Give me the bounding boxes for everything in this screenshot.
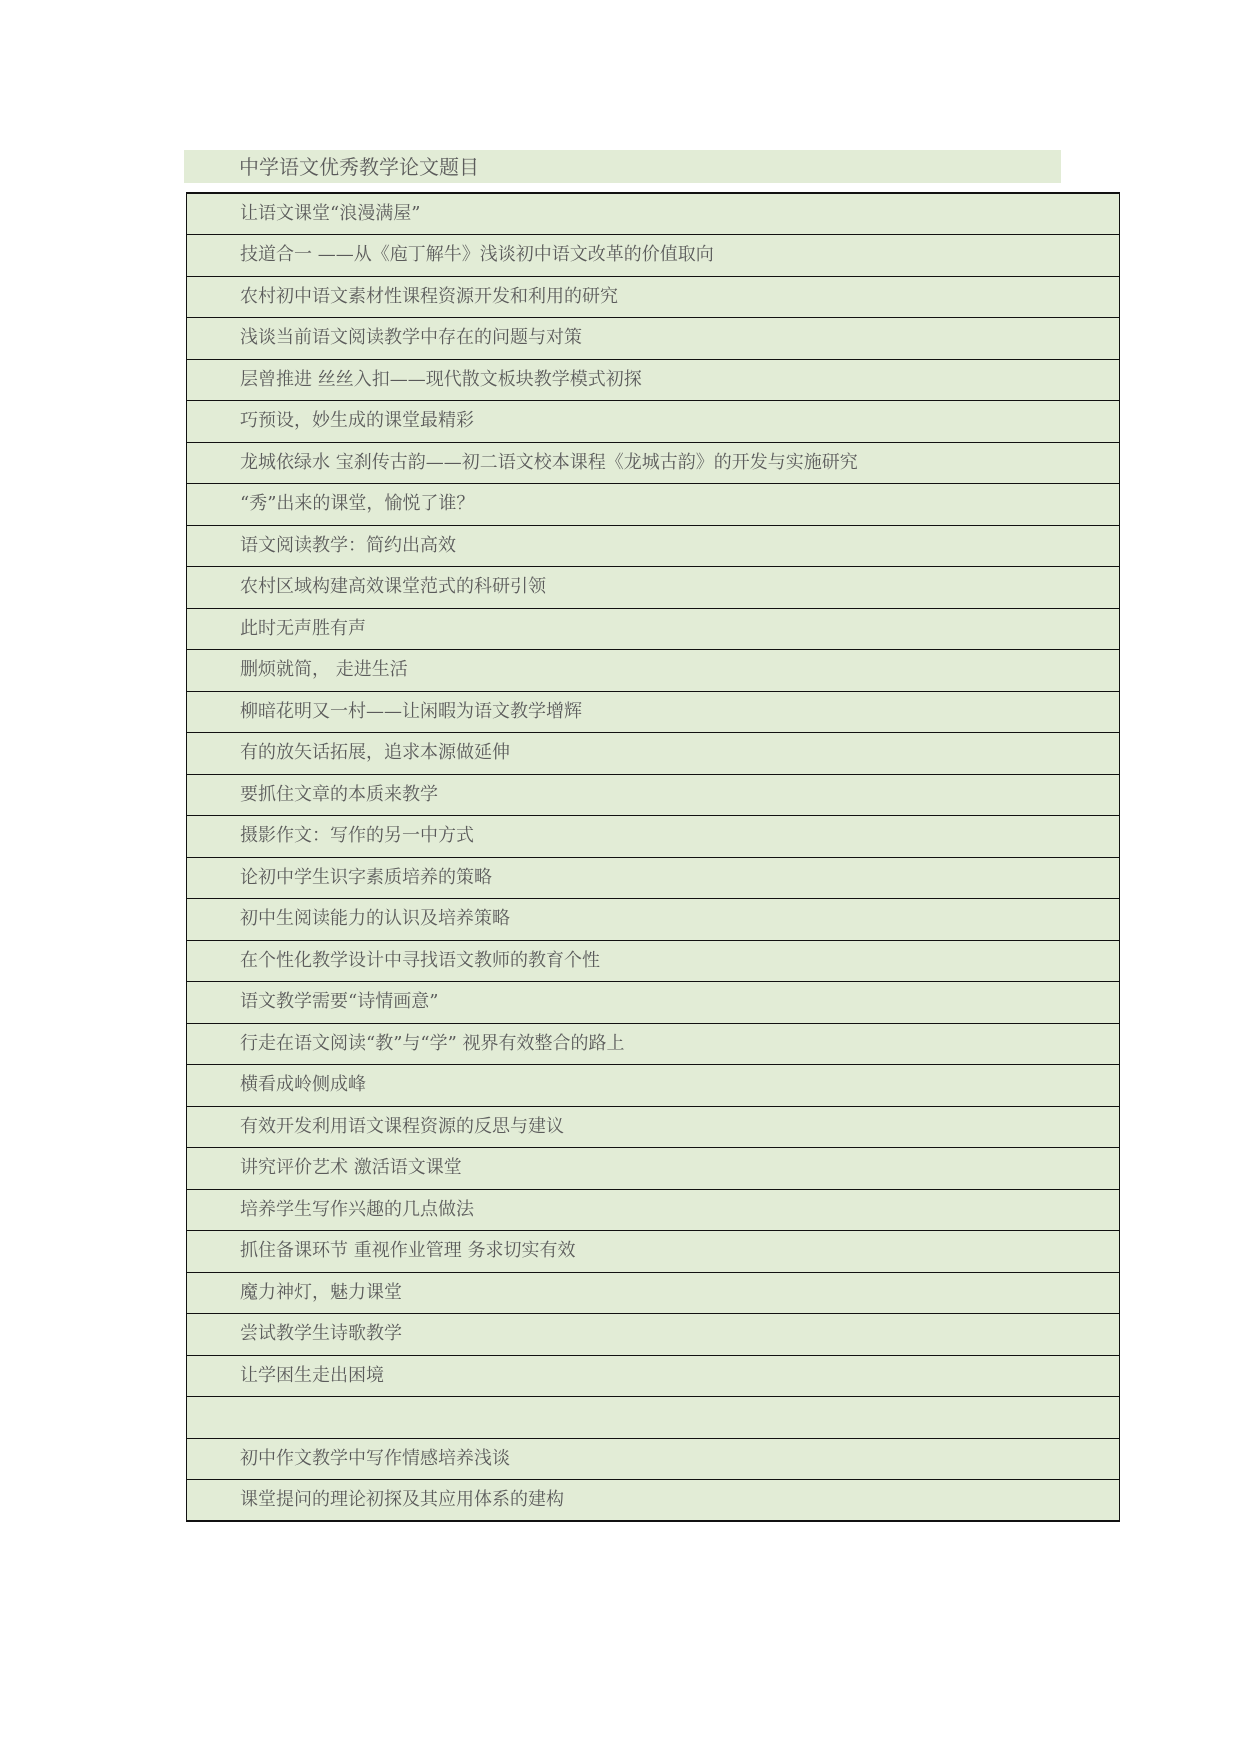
table-row <box>187 857 1120 899</box>
topic-cell: 在个性化教学设计中寻找语文教师的教育个性 <box>187 940 1120 982</box>
topic-cell: 行走在语文阅读“教”与“学” 视界有效整合的路上 <box>187 1023 1120 1065</box>
table-row <box>187 359 1120 401</box>
topic-cell: 初中生阅读能力的认识及培养策略 <box>187 899 1120 941</box>
table-row <box>187 401 1120 443</box>
table-row <box>187 899 1120 941</box>
table-row <box>187 525 1120 567</box>
topic-cell: 初中作文教学中写作情感培养浅谈 <box>187 1438 1120 1480</box>
topic-cell: 让语文课堂“浪漫满屋” <box>187 193 1120 235</box>
table-row <box>187 1314 1120 1356</box>
topic-cell: 农村区域构建高效课堂范式的科研引领 <box>187 567 1120 609</box>
table-row <box>187 940 1120 982</box>
topic-cell-empty <box>187 1397 1120 1439</box>
topic-cell: 讲究评价艺术 激活语文课堂 <box>187 1148 1120 1190</box>
table-row <box>187 484 1120 526</box>
table-row <box>187 774 1120 816</box>
table-row <box>187 318 1120 360</box>
topic-cell: 语文阅读教学：简约出高效 <box>187 525 1120 567</box>
table-row <box>187 442 1120 484</box>
table-row <box>187 1231 1120 1273</box>
topic-cell: 横看成岭侧成峰 <box>187 1065 1120 1107</box>
table-row <box>187 1438 1120 1480</box>
table-row <box>187 1272 1120 1314</box>
topic-cell: 巧预设，妙生成的课堂最精彩 <box>187 401 1120 443</box>
table-row <box>187 1106 1120 1148</box>
topic-cell: 论初中学生识字素质培养的策略 <box>187 857 1120 899</box>
topic-cell: 抓住备课环节 重视作业管理 务求切实有效 <box>187 1231 1120 1273</box>
topic-cell: 农村初中语文素材性课程资源开发和利用的研究 <box>187 276 1120 318</box>
topic-table <box>186 192 1120 1522</box>
table-row <box>187 608 1120 650</box>
table-row <box>187 982 1120 1024</box>
table-row <box>187 193 1120 235</box>
topic-cell: 柳暗花明又一村——让闲暇为语文教学增辉 <box>187 691 1120 733</box>
topic-cell: 层曾推进 丝丝入扣——现代散文板块教学模式初探 <box>187 359 1120 401</box>
table-row <box>187 1355 1120 1397</box>
table-row <box>187 276 1120 318</box>
topic-cell: 此时无声胜有声 <box>187 608 1120 650</box>
topic-cell: 尝试教学生诗歌教学 <box>187 1314 1120 1356</box>
table-row <box>187 1480 1120 1522</box>
table-row <box>187 1023 1120 1065</box>
table-row <box>187 733 1120 775</box>
topic-cell: 让学困生走出困境 <box>187 1355 1120 1397</box>
topic-cell: 魔力神灯，魅力课堂 <box>187 1272 1120 1314</box>
topic-cell: 龙城依绿水 宝刹传古韵——初二语文校本课程《龙城古韵》的开发与实施研究 <box>187 442 1120 484</box>
table-row <box>187 1065 1120 1107</box>
topic-cell: 删烦就简， 走进生活 <box>187 650 1120 692</box>
topic-cell: 技道合一 ——从《庖丁解牛》浅谈初中语文改革的价值取向 <box>187 235 1120 277</box>
table-row <box>187 235 1120 277</box>
topic-cell: 语文教学需要“诗情画意” <box>187 982 1120 1024</box>
table-row <box>187 650 1120 692</box>
topic-cell: 有的放矢话拓展，追求本源做延伸 <box>187 733 1120 775</box>
document-title-bar <box>184 150 1061 183</box>
table-row <box>187 1148 1120 1190</box>
topic-cell: 培养学生写作兴趣的几点做法 <box>187 1189 1120 1231</box>
topic-cell: 浅谈当前语文阅读教学中存在的问题与对策 <box>187 318 1120 360</box>
table-row <box>187 816 1120 858</box>
topic-cell: “秀”出来的课堂，愉悦了谁？ <box>187 484 1120 526</box>
table-row <box>187 1189 1120 1231</box>
topic-cell: 要抓住文章的本质来教学 <box>187 774 1120 816</box>
table-row <box>187 1397 1120 1439</box>
document-title: 中学语文优秀教学论文题目 <box>239 155 479 179</box>
table-row <box>187 567 1120 609</box>
topic-cell: 摄影作文：写作的另一中方式 <box>187 816 1120 858</box>
table-row <box>187 691 1120 733</box>
topic-cell: 课堂提问的理论初探及其应用体系的建构 <box>187 1480 1120 1522</box>
topic-cell: 有效开发利用语文课程资源的反思与建议 <box>187 1106 1120 1148</box>
